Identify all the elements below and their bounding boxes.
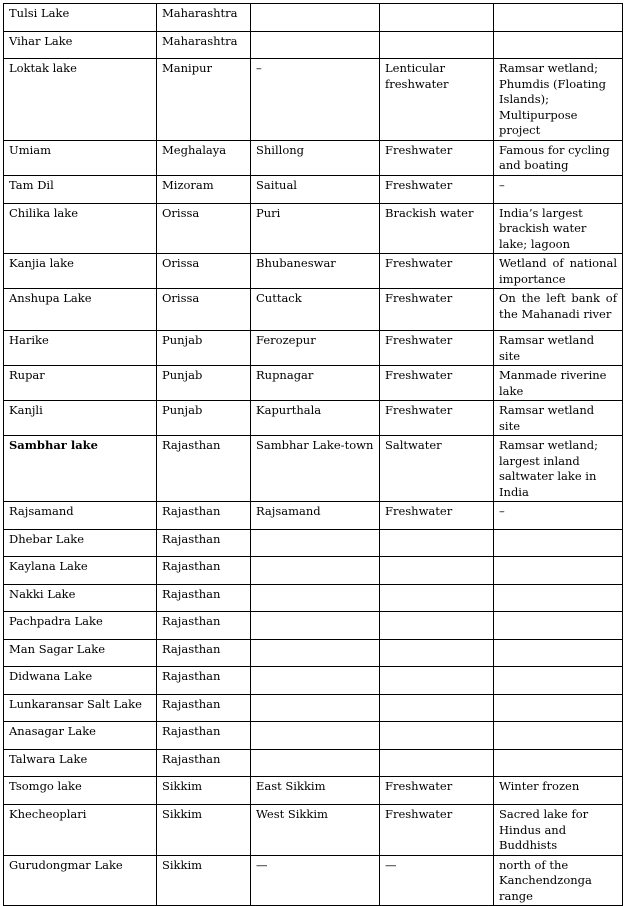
lake-name-cell: Loktak lake [4, 59, 157, 141]
lake-name-cell: Sambhar lake [4, 436, 157, 502]
location-cell: Cuttack [251, 289, 380, 331]
table-row [4, 254, 623, 289]
water-type-cell: Freshwater [380, 401, 494, 436]
water-type-cell: Freshwater [380, 366, 494, 401]
state-cell: Maharashtra [157, 32, 251, 59]
state-cell: Rajasthan [157, 722, 251, 750]
remarks-cell: Sacred lake for Hindus and Buddhists [494, 805, 623, 856]
remarks-cell [494, 640, 623, 667]
remarks-cell: Wetland of national importance [494, 254, 623, 289]
state-cell: Orissa [157, 203, 251, 254]
remarks-cell: Ramsar wetland; Phumdis (Floating Islands); Multipurpose project [494, 59, 623, 141]
state-cell: Rajasthan [157, 640, 251, 667]
lake-name-cell: Rajsamand [4, 502, 157, 530]
state-cell: Rajasthan [157, 695, 251, 722]
location-cell: West Sikkim [251, 805, 380, 856]
location-cell: — [251, 855, 380, 906]
table-row [4, 59, 623, 141]
water-type-cell [380, 695, 494, 722]
water-type-cell: Freshwater [380, 175, 494, 203]
lake-name-cell: Rupar [4, 366, 157, 401]
remarks-cell: – [494, 502, 623, 530]
lake-name-cell: Khecheoplari [4, 805, 157, 856]
lake-name-cell: Kanjia lake [4, 254, 157, 289]
state-cell: Rajasthan [157, 557, 251, 585]
remarks-cell [494, 695, 623, 722]
lake-name-cell: Tam Dil [4, 175, 157, 203]
water-type-cell: Freshwater [380, 502, 494, 530]
water-type-cell: Lenticular freshwater [380, 59, 494, 141]
remarks-cell [494, 722, 623, 750]
lake-name-cell: Umiam [4, 140, 157, 175]
water-type-cell: Brackish water [380, 203, 494, 254]
remarks-cell: – [494, 175, 623, 203]
remarks-cell: Ramsar wetland; largest inland saltwater lake in India [494, 436, 623, 502]
table-row [4, 640, 623, 667]
location-cell: Rupnagar [251, 366, 380, 401]
state-cell: Meghalaya [157, 140, 251, 175]
lake-name-cell: Nakki Lake [4, 585, 157, 612]
table-row [4, 32, 623, 59]
location-cell [251, 530, 380, 557]
remarks-cell [494, 530, 623, 557]
location-cell [251, 722, 380, 750]
lake-name-cell: Anasagar Lake [4, 722, 157, 750]
state-cell: Rajasthan [157, 750, 251, 777]
table-row [4, 366, 623, 401]
remarks-cell [494, 32, 623, 59]
remarks-cell: north of the Kanchendzonga range [494, 855, 623, 906]
water-type-cell: Freshwater [380, 140, 494, 175]
location-cell: Shillong [251, 140, 380, 175]
remarks-cell: Famous for cycling and boating [494, 140, 623, 175]
water-type-cell [380, 750, 494, 777]
water-type-cell [380, 530, 494, 557]
lake-name-cell: Harike [4, 331, 157, 366]
water-type-cell [380, 612, 494, 640]
state-cell: Punjab [157, 331, 251, 366]
lake-name-cell: Didwana Lake [4, 667, 157, 695]
water-type-cell [380, 667, 494, 695]
table-row [4, 667, 623, 695]
table-row [4, 289, 623, 331]
table-row [4, 557, 623, 585]
state-cell: Mizoram [157, 175, 251, 203]
remarks-cell [494, 585, 623, 612]
state-cell: Punjab [157, 401, 251, 436]
lake-name-cell: Talwara Lake [4, 750, 157, 777]
state-cell: Sikkim [157, 805, 251, 856]
state-cell: Manipur [157, 59, 251, 141]
table-row [4, 612, 623, 640]
water-type-cell [380, 722, 494, 750]
water-type-cell: Freshwater [380, 289, 494, 331]
table-row [4, 722, 623, 750]
water-type-cell [380, 4, 494, 32]
lake-name-cell: Gurudongmar Lake [4, 855, 157, 906]
remarks-cell: India’s largest brackish water lake; lagoon [494, 203, 623, 254]
table-row [4, 777, 623, 805]
location-cell [251, 750, 380, 777]
water-type-cell [380, 585, 494, 612]
location-cell: Kapurthala [251, 401, 380, 436]
table-row [4, 436, 623, 502]
location-cell [251, 695, 380, 722]
table-row [4, 502, 623, 530]
lake-name-cell: Pachpadra Lake [4, 612, 157, 640]
location-cell: Ferozepur [251, 331, 380, 366]
state-cell: Rajasthan [157, 585, 251, 612]
table-row [4, 175, 623, 203]
location-cell: East Sikkim [251, 777, 380, 805]
state-cell: Punjab [157, 366, 251, 401]
state-cell: Rajasthan [157, 612, 251, 640]
lakes-table [3, 3, 623, 906]
location-cell: Rajsamand [251, 502, 380, 530]
lake-name-cell: Vihar Lake [4, 32, 157, 59]
state-cell: Maharashtra [157, 4, 251, 32]
remarks-cell: Ramsar wetland site [494, 331, 623, 366]
table-row [4, 585, 623, 612]
location-cell: Saitual [251, 175, 380, 203]
state-cell: Rajasthan [157, 530, 251, 557]
lakes-table-body [4, 4, 623, 906]
location-cell: Sambhar Lake-town [251, 436, 380, 502]
state-cell: Rajasthan [157, 502, 251, 530]
table-row [4, 530, 623, 557]
table-row [4, 4, 623, 32]
state-cell: Orissa [157, 289, 251, 331]
water-type-cell: Saltwater [380, 436, 494, 502]
location-cell: Puri [251, 203, 380, 254]
table-row [4, 331, 623, 366]
location-cell [251, 667, 380, 695]
water-type-cell [380, 640, 494, 667]
table-row [4, 695, 623, 722]
table-row [4, 855, 623, 906]
state-cell: Rajasthan [157, 436, 251, 502]
remarks-cell: On the left bank of the Mahanadi river [494, 289, 623, 331]
remarks-cell: Winter frozen [494, 777, 623, 805]
remarks-cell: Ramsar wetland site [494, 401, 623, 436]
location-cell [251, 640, 380, 667]
water-type-cell [380, 557, 494, 585]
water-type-cell: Freshwater [380, 805, 494, 856]
remarks-cell: Manmade riverine lake [494, 366, 623, 401]
remarks-cell [494, 4, 623, 32]
location-cell: Bhubaneswar [251, 254, 380, 289]
table-row [4, 401, 623, 436]
location-cell [251, 32, 380, 59]
lake-name-cell: Anshupa Lake [4, 289, 157, 331]
table-row [4, 805, 623, 856]
lake-name-cell: Dhebar Lake [4, 530, 157, 557]
state-cell: Sikkim [157, 777, 251, 805]
state-cell: Rajasthan [157, 667, 251, 695]
location-cell [251, 612, 380, 640]
table-row [4, 750, 623, 777]
lake-name-cell: Chilika lake [4, 203, 157, 254]
water-type-cell: Freshwater [380, 254, 494, 289]
table-row [4, 203, 623, 254]
lake-name-cell: Man Sagar Lake [4, 640, 157, 667]
water-type-cell: Freshwater [380, 777, 494, 805]
water-type-cell [380, 32, 494, 59]
lake-name-cell: Tulsi Lake [4, 4, 157, 32]
water-type-cell: Freshwater [380, 331, 494, 366]
remarks-cell [494, 667, 623, 695]
remarks-cell [494, 612, 623, 640]
remarks-cell [494, 557, 623, 585]
lake-name-cell: Lunkaransar Salt Lake [4, 695, 157, 722]
location-cell [251, 4, 380, 32]
location-cell [251, 557, 380, 585]
location-cell [251, 585, 380, 612]
state-cell: Orissa [157, 254, 251, 289]
table-row [4, 140, 623, 175]
water-type-cell: — [380, 855, 494, 906]
location-cell: – [251, 59, 380, 141]
state-cell: Sikkim [157, 855, 251, 906]
lake-name-cell: Tsomgo lake [4, 777, 157, 805]
lake-name-cell: Kaylana Lake [4, 557, 157, 585]
lake-name-cell: Kanjli [4, 401, 157, 436]
remarks-cell [494, 750, 623, 777]
